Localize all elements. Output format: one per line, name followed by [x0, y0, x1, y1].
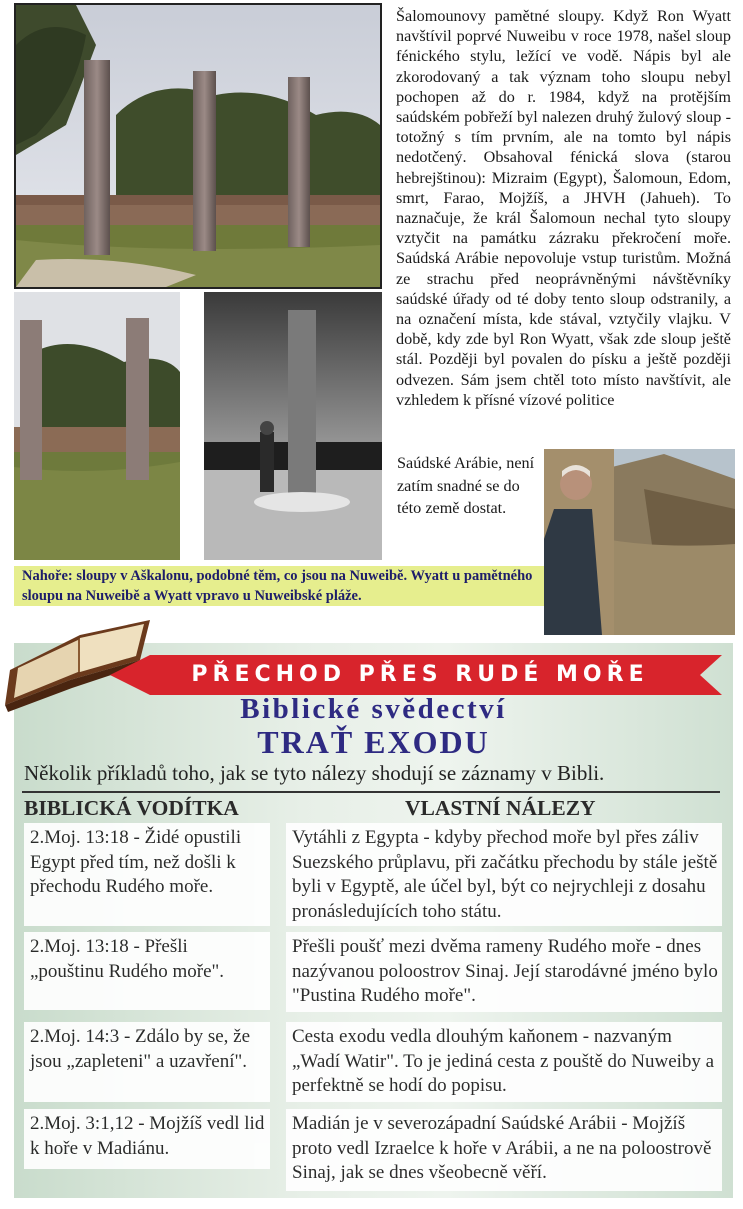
photo-ashkelon-columns-three [14, 3, 382, 289]
article-text: Šalomounovy pamětné sloupy. Když Ron Wyatt navštívil poprvé Nuweibu v roce 1978, našel sloup fénického stylu, ležící ve vodě. Nápis byl ale zkorodovaný a tak význam toho sloupu nebyl pochopen až do r. 1984, když na protějším saúdském pobřeží byl nalezen druhý žulový sloup - totožný s tím prvním, ale na tomto byl nápis nedotčený. Obsahoval fénická slova (starou hebrejštinou): Mizraim (Egypt), Šalomoun, Edom, smrt, Farao, Mojžíš, a JHVH (Jahueh). To naznačuje, že král Šalomoun nechal tyto sloupy vztyčit na památku zázraku překročení moře. Saúdská Arábie nepovoluje vstup turistům. Možná ze strachu před neoprávněnými návštěvníky saúdské úřady od té doby tento sloup odstranily, a na označení místa, kde stával, vztyčily vlajku. V době, kdy zde byl Ron Wyatt, však zde sloup ještě stál. Později byl povalen do písku a ještě později odvezen. Sám jsem chtěl toto místo navštívit, ale vzhledem k přísné vízové politice [396, 7, 731, 409]
table-cell-finding: Madián je v severozápadní Saúdské Arábii - Mojžíš proto vedl Izraelce k hoře v Arábii, a ne na poloostrově Sinaj, jak se dnes všeobecně věří. [286, 1109, 722, 1191]
subtitle-biblical-testimony: Biblické svědectví [240, 693, 507, 725]
table-cell-clue: 2.Moj. 13:18 - Přešli „pouštinu Rudého moře". [24, 932, 270, 1010]
table-cell-clue: 2.Moj. 3:1,12 - Mojžíš vedl lid k hoře v Madiánu. [24, 1109, 270, 1169]
photo-caption: Nahoře: sloupy v Aškalonu, podobné těm, co jsou na Nuweibě. Wyatt u pamětného sloupu na Nuweibě a Wyatt vpravo u Nuweibské pláže. [14, 566, 544, 606]
divider [22, 791, 720, 793]
article-text-continued: Saúdské Arábie, není zatím snadné se do této země dostat. [397, 454, 535, 517]
table-cell-clue: 2.Moj. 13:18 - Židé opustili Egypt před tím, než došli k přechodu Rudého moře. [24, 823, 270, 926]
table-cell-finding: Vytáhli z Egypta - kdyby přechod moře byl přes záliv Suezského průplavu, při začátku přechodu by stále ještě byli v Egyptě, ale účel byl, být co nejrychleji z dosahu pronásledujících toho státu. [286, 823, 722, 926]
intro-text: Několik příkladů toho, jak se tyto nálezy shodují se záznamy v Bibli. [24, 761, 605, 785]
subtitle-exodus-route: TRAŤ EXODU [257, 724, 490, 760]
column-header-biblical-clues: BIBLICKÁ VODÍTKA [24, 796, 239, 820]
photo-wyatt-nuweiba-column [204, 292, 382, 560]
table-cell-finding: Cesta exodu vedla dlouhým kaňonem - nazvaným „Wadí Watir". To je jediná cesta z pouště do Nuweiby a perfektně se hodí do popisu. [286, 1022, 722, 1102]
table-cell-finding: Přešli poušť mezi dvěma rameny Rudého moře - dnes nazývanou poloostrov Sinaj. Její starodávné jméno bylo "Pustina Rudého moře". [286, 932, 722, 1012]
banner-title: PŘECHOD PŘES RUDÉ MOŘE [191, 662, 649, 687]
table-cell-clue: 2.Moj. 14:3 - Zdálo by se, že jsou „zapleteni" a uzavření". [24, 1022, 270, 1102]
photo-ashkelon-columns-two [14, 292, 180, 560]
column-header-own-findings: VLASTNÍ NÁLEZY [405, 796, 596, 820]
photo-wyatt-nuweiba-beach [544, 449, 735, 635]
